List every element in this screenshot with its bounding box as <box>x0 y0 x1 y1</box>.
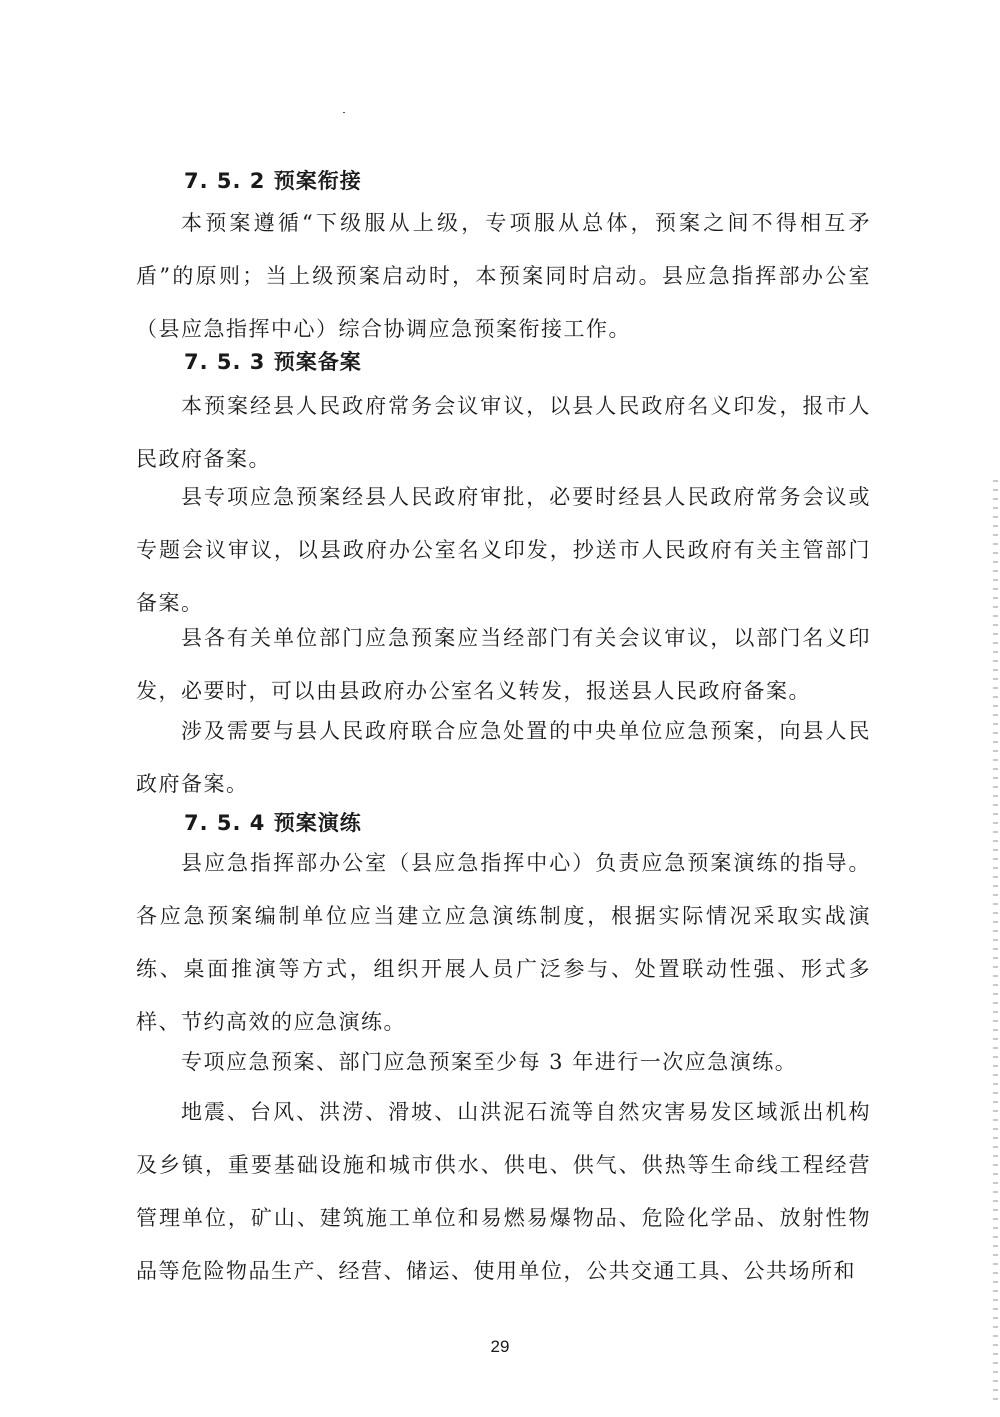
section-heading-7-5-3: 7. 5. 3 预案备案 <box>184 350 362 374</box>
paragraph-special-plan-filing: 县专项应急预案经县人民政府审批，必要时经县人民政府常务会议或专题会议审议，以县政府办公室名义印发，抄送市人民政府有关主管部门备案。 <box>136 485 871 615</box>
paragraph-plan-linkage: 本预案遵循“下级服从上级，专项服从总体，预案之间不得相互矛盾”的原则；当上级预案启动时，本预案同时启动。县应急指挥部办公室（县应急指挥中心）综合协调应急预案衔接工作。 <box>136 211 871 341</box>
scan-speck <box>343 112 345 113</box>
paragraph-central-unit-filing: 涉及需要与县人民政府联合应急处置的中央单位应急预案，向县人民政府备案。 <box>136 719 871 796</box>
section-heading-7-5-4: 7. 5. 4 预案演练 <box>184 811 362 835</box>
paragraph-drill-guidance: 县应急指挥部办公室（县应急指挥中心）负责应急预案演练的指导。各应急预案编制单位应当建立应急演练制度，根据实际情况采取实战演练、桌面推演等方式，组织开展人员广泛参与、处置联动性强、形式多样、节约高效的应急演练。 <box>136 851 871 1034</box>
scan-edge-marks <box>993 480 998 1400</box>
paragraph-drill-frequency: 专项应急预案、部门应急预案至少每 3 年进行一次应急演练。 <box>181 1050 798 1074</box>
section-heading-7-5-2: 7. 5. 2 预案衔接 <box>184 169 362 193</box>
paragraph-department-plan-filing: 县各有关单位部门应急预案应当经部门有关会议审议，以部门名义印发，必要时，可以由县政府办公室名义转发，报送县人民政府备案。 <box>136 626 871 703</box>
paragraph-high-risk-units: 地震、台风、洪涝、滑坡、山洪泥石流等自然灾害易发区域派出机构及乡镇，重要基础设施和城市供水、供电、供气、供热等生命线工程经营管理单位，矿山、建筑施工单位和易燃易爆物品、危险化学品、放射性物品等危险物品生产、经营、储运、使用单位，公共交通工具、公共场所和 <box>136 1100 871 1283</box>
page-number: 29 <box>490 1337 510 1356</box>
paragraph-county-plan-filing: 本预案经县人民政府常务会议审议，以县人民政府名义印发，报市人民政府备案。 <box>136 394 871 471</box>
